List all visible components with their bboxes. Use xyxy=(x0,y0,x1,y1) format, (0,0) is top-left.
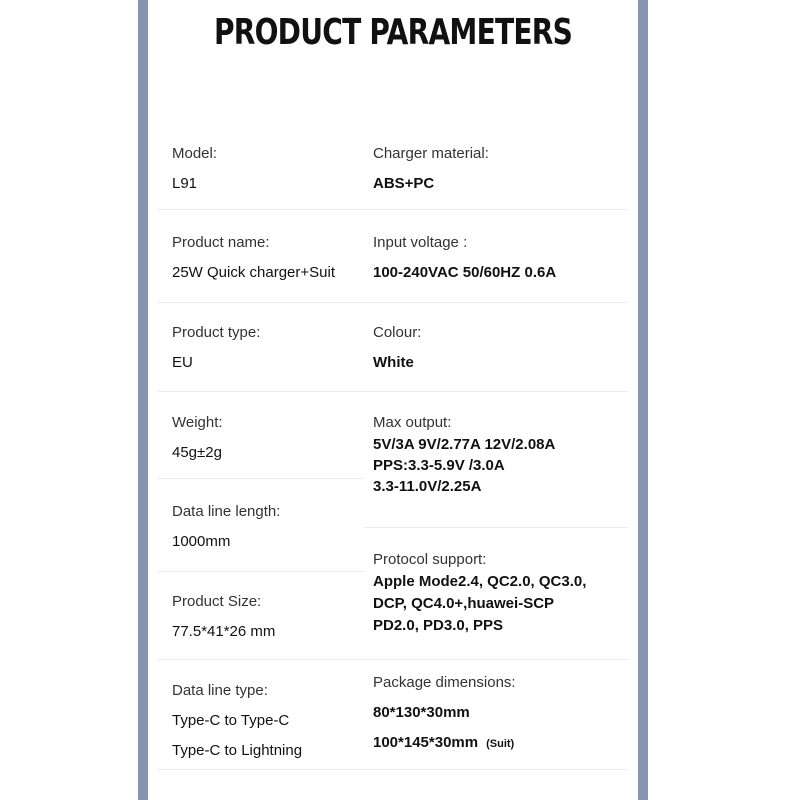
charger-material-value: ABS+PC xyxy=(373,175,435,192)
data-line-length-value: 1000mm xyxy=(172,533,231,550)
divider xyxy=(364,209,628,210)
divider xyxy=(158,659,364,660)
divider xyxy=(364,391,628,392)
divider xyxy=(158,769,364,770)
package-dimensions-suit-note: (Suit) xyxy=(486,738,515,750)
right-frame-bar xyxy=(638,0,648,800)
divider xyxy=(364,302,628,303)
product-name-value: 25W Quick charger+Suit xyxy=(172,264,335,281)
protocol-support-label: Protocol support: xyxy=(373,551,487,568)
weight-label: Weight: xyxy=(172,414,223,431)
data-line-length-label: Data line length: xyxy=(172,503,281,520)
package-dimensions-value-2: 100*145*30mm xyxy=(373,734,479,751)
model-label: Model: xyxy=(172,145,218,162)
max-output-label: Max output: xyxy=(373,414,452,431)
divider xyxy=(158,391,364,392)
page-title: PRODUCT PARAMETERS xyxy=(213,12,573,53)
divider xyxy=(158,478,364,479)
divider xyxy=(364,527,628,528)
divider xyxy=(364,769,628,770)
divider xyxy=(158,302,364,303)
data-line-type-label: Data line type: xyxy=(172,682,268,699)
colour-label: Colour: xyxy=(373,324,422,341)
left-frame-bar xyxy=(138,0,148,800)
product-type-value: EU xyxy=(172,354,193,371)
max-output-line-3: 3.3-11.0V/2.25A xyxy=(373,478,482,495)
colour-value: White xyxy=(373,354,414,371)
input-voltage-label: Input voltage : xyxy=(373,234,468,251)
data-line-type-value-1: Type-C to Type-C xyxy=(172,712,290,729)
weight-value: 45g±2g xyxy=(172,444,222,461)
max-output-line-2: PPS:3.3-5.9V /3.0A xyxy=(373,457,505,474)
data-line-type-value-2: Type-C to Lightning xyxy=(172,742,303,759)
product-size-label: Product Size: xyxy=(172,593,262,610)
product-type-label: Product type: xyxy=(172,324,261,341)
product-name-label: Product name: xyxy=(172,234,270,251)
protocol-support-line-2: DCP, QC4.0+,huawei-SCP xyxy=(373,595,555,612)
max-output-line-1: 5V/3A 9V/2.77A 12V/2.08A xyxy=(373,436,556,453)
protocol-support-line-1: Apple Mode2.4, QC2.0, QC3.0, xyxy=(373,573,587,590)
package-dimensions-value-2-row xyxy=(373,734,514,751)
model-value: L91 xyxy=(172,175,198,192)
divider xyxy=(158,571,364,572)
protocol-support-line-3: PD2.0, PD3.0, PPS xyxy=(373,617,504,634)
divider xyxy=(364,659,628,660)
charger-material-label: Charger material: xyxy=(373,145,489,162)
divider xyxy=(158,209,364,210)
package-dimensions-label: Package dimensions: xyxy=(373,674,516,691)
input-voltage-value: 100-240VAC 50/60HZ 0.6A xyxy=(373,264,557,281)
package-dimensions-value-1: 80*130*30mm xyxy=(373,704,470,721)
product-size-value: 77.5*41*26 mm xyxy=(172,623,276,640)
